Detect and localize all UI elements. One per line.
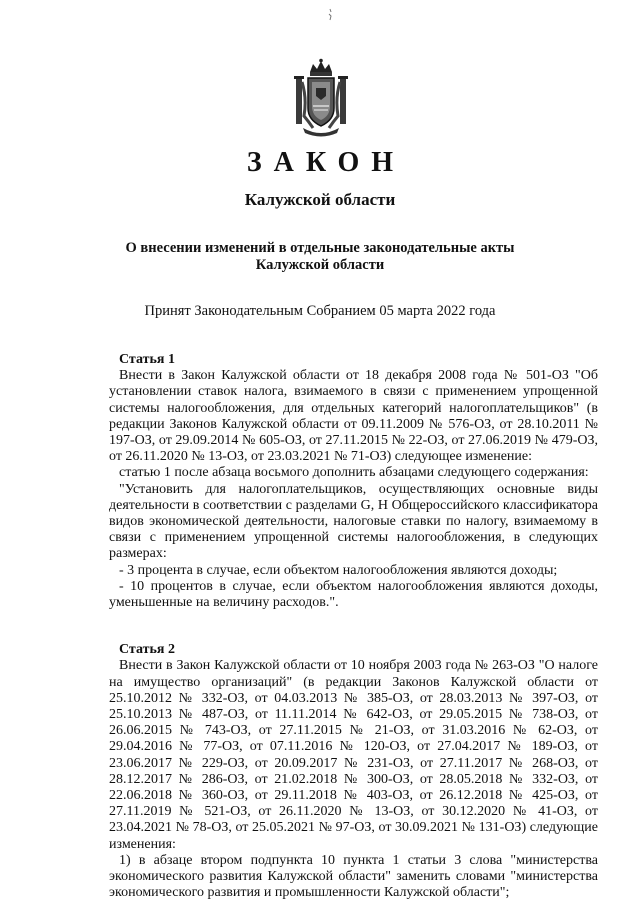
article-paragraph: "Установить для налогоплательщиков, осуществляющих основные виды деятельности в соответствии с разделами G, H Общероссийского классификатора видов экономической деятельности, налоговые ставки по налогу, взимаемому в связи с применением упрощенной системы налогообложения, в следующих размерах: [109,481,598,562]
article-paragraph: Внести в Закон Калужской области от 10 ноября 2003 года № 263-ОЗ "О налоге на имущество организаций" (в редакции Законов Калужской области от 25.10.2012 № 332-ОЗ, от 04.03.2013 № 385-ОЗ, от 28.03.2013 № 397-ОЗ, от 25.10.2013 № 487-ОЗ, от 11.11.2014 № 642-ОЗ, от 29.05.2015 № 738-ОЗ, от 26.06.2015 № 743-ОЗ, от 27.11.2015 № 21-ОЗ, от 31.03.2016 № 62-ОЗ, от 29.04.2016 № 77-ОЗ, от 07.11.2016 № 120-ОЗ, от 27.04.2017 № 189-ОЗ, от 23.06.2017 № 229-ОЗ, от 20.09.2017 № 231-ОЗ, от 27.11.2017 № 268-ОЗ, от 28.12.2017 № 286-ОЗ, от 21.02.2018 № 300-ОЗ, от 28.05.2018 № 332-ОЗ, от 22.06.2018 № 360-ОЗ, от 29.11.2018 № 403-ОЗ, от 26.12.2018 № 425-ОЗ, от 27.11.2019 № 521-ОЗ, от 26.11.2020 № 13-ОЗ, от 30.12.2020 № 41-ОЗ, от 23.04.2021 № 78-ОЗ, от 25.05.2021 № 97-ОЗ, от 30.09.2021 № 131-ОЗ) следующие изменения: [109,658,598,852]
article-paragraph: - 10 процентов в случае, если объектом налогообложения являются доходы, уменьшенные на величину расходов.". [109,578,598,611]
article-spacer [109,611,598,642]
subject-line: О внесении изменений в отдельные законодательные акты [125,240,515,256]
document-title: ЗАКОН [246,147,406,178]
article-paragraph: 1) в абзаце втором подпункта 10 пункта 1 статьи 3 слова "министерства экономического развития Калужской области" заменить словами "министерства экономического развития и промышленности Калужской области"; [109,852,598,901]
document-body [109,352,598,902]
adoption-note: Принят Законодательным Собранием 05 марта 2022 года [144,303,496,319]
document-region: Калужской области [244,190,396,209]
article-heading: Статья 2 [119,642,175,658]
scan-speck [325,8,335,22]
article-heading: Статья 1 [119,352,175,367]
article-paragraph: - 3 процента в случае, если объектом налогообложения являются доходы; [119,562,558,578]
coat-of-arms-emblem [293,58,349,138]
document-subject [0,240,640,274]
subject-line: Калужской области [255,257,385,273]
article-paragraph: статью 1 после абзаца восьмого дополнить абзацами следующего содержания: [119,465,589,481]
article-paragraph: Внести в Закон Калужской области от 18 декабря 2008 года № 501-ОЗ "Об установлении ставок налога, взимаемого в связи с применением упрощенной системы налогообложения, для отдельных категорий налогоплательщиков" (в редакции Законов Калужской области от 09.11.2009 № 576-ОЗ, от 28.10.2011 № 197-ОЗ, от 29.09.2014 № 605-ОЗ, от 27.11.2015 № 22-ОЗ, от 27.06.2019 № 479-ОЗ, от 26.11.2020 № 13-ОЗ, от 23.03.2021 № 71-ОЗ) следующее изменение: [109,368,598,465]
